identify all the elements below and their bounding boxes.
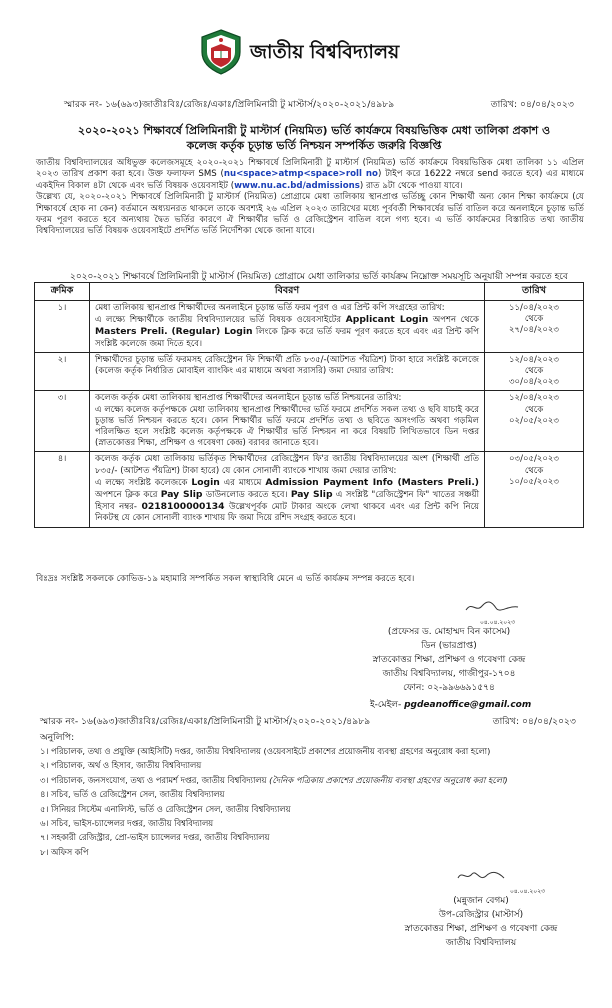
signatory-address: জাতীয় বিশ্ববিদ্যালয়, গাজীপুর-১৭০৪ [382,669,516,679]
text-part: অপশন থেকে [428,315,479,326]
list-item [40,845,588,859]
bold-term: Masters Preli. (Regular) Login [95,326,253,338]
row-date [485,391,584,452]
signatory-email[interactable]: pgdeanoffice@gmail.com [404,700,532,710]
cc-note: (দৈনিক পত্রিকায় প্রকাশের প্রয়োজনীয় ব্যবস্থা গ্রহণের অনুরোধ করা হলো) [269,774,508,785]
table-row [35,352,584,391]
admissions-url[interactable]: www.nu.ac.bd/admissions [234,180,360,191]
memo-number: স্মারক নং- ১৬(৬৯৩)জাতীঃবিঃ/রেজিঃ/একাঃ/প্রিলিমিনারী টু মাস্টার্স/২০২০-২০২১/৪৯৮৯ [40,716,371,727]
text-part: এর মাধ্যমে [219,477,266,488]
col-date: তারিখ [485,283,584,301]
signatory-office: স্নাতকোত্তর শিক্ষা, প্রশিক্ষণ ও গবেষণা কেন্দ্র [372,655,526,665]
list-item [40,773,588,787]
date-to: ২৭/০৪/২০২৩ [509,325,559,336]
row-serial: ৩। [35,391,90,452]
notice-title [44,123,584,153]
date-from: ১২/০৪/২০২৩ [509,393,559,404]
schedule-heading: ২০২০-২০২১ শিক্ষাবর্ষে প্রিলিমিনারী টু মাস্টার্স (নিয়মিত) প্রোগ্রামে মেধা তালিকার ভর্তি কার্যক্রম নিম্নোক্ত সময়সূচি অনুযায়ী সম্পন্ন করতে হবে [70,272,568,282]
text-part: লিংকে ক্লিক করে ভর্তি ফরম পূরণ করতে হবে এবং এর প্রিন্ট কপি সংশ্লিষ্ট কলেজে জমা দিতে হবে। [95,327,479,349]
signatory-block [334,625,564,695]
row-description-heading: মেধা তালিকায় স্থানপ্রাপ্ত শিক্ষার্থীদের অনলাইনে চূড়ান্ত ভর্তি ফরম পূরণ ও এর প্রিন্ট কপি সংগ্রহের তারিখ: [95,303,445,313]
date-to: ৩০/০৪/২০২৩ [509,377,559,388]
date-from: ১১/০৪/২০২৩ [509,303,559,313]
text-part: এ লক্ষ্যে শিক্ষার্থীকে জাতীয় বিশ্ববিদ্যালয়ের ভর্তি বিষয়ক ওয়েবসাইটের [95,315,346,326]
signatory-office: স্নাতকোত্তর শিক্ষা, প্রশিক্ষণ ও গবেষণা কেন্দ্র [404,924,558,934]
bold-term: Applicant Login [345,314,429,326]
intro-text-c: ) রাত ৯টা থেকে পাওয়া যাবে। [359,180,463,191]
row-description-body: এ লক্ষ্যে কলেজ কর্তৃপক্ষকে মেধা তালিকায় স্থানপ্রাপ্ত শিক্ষার্থীদের ভর্তি ফরমে প্রদর্শিত সকল তথ্য ও ছবি যাচাই করে চূড়ান্ত ভর্তি নিশ্চয়ন করতে হবে। কোন শিক্ষার্থীর ভর্তি ফরমে প্রদর্শিত তথ্য ও ছবিতে অসংগতি অথবা গড়মিল পরিলক্ষিত হলে সংশ্লিষ্ট কলেজ কর্তৃপক্ষকে ঐ শিক্ষার্থীর ভর্তি নিশ্চয়ন না করে বিষয়টি লিখিতভাবে ডিন দপ্তর (স্নাতকোত্তর শিক্ষা, প্রশিক্ষণ ও গবেষণা কেন্দ্র) বরাবর জানাতে হবে। [95,404,479,449]
intro-paragraph-1 [36,158,584,192]
intro-text-a: জাতীয় বিশ্ববিদ্যালয়ের অধিভুক্ত কলেজসমূহে ২০২০-২০২১ শিক্ষাবর্ষে প্রিলিমিনারী টু মাস্টার্স (নিয়মিত) ভর্তি কার্যক্রমে বিষয়ভিত্তিক মেধা তালিকা ১১ এপ্রিল ২০২৩ তারিখ প্রকাশ করা হবে। উক্ত ফলাফল SMS ( [36,158,584,180]
date-separator: থেকে [524,404,544,415]
row-serial: ২। [35,352,90,391]
bold-term: Admission Payment Info (Masters Preli.) [265,476,480,488]
cc-text: ৮। অফিস কপি [40,846,89,857]
row-description [90,301,485,353]
signature-date: ০৪.০৪.২০২৩ [510,888,546,895]
cc-text: ১। পরিচালক, তথ্য ও প্রযুক্তি (আইসিটি) দপ্তর, জাতীয় বিশ্ববিদ্যালয় (ওয়েবসাইটে প্রকাশের প্রয়োজনীয় ব্যবস্থা গ্রহণের অনুরোধ করা হলো) [40,746,491,756]
cc-text: ৭। সহকারী রেজিস্ট্রার, প্রো-ভাইস চ্যান্সেলর দপ্তর, জাতীয় বিশ্ববিদ্যালয় [40,832,270,843]
list-item [40,758,588,772]
cc-text: ৩। পরিচালক, জনসংযোগ, তথ্য ও পরামর্শ দপ্তর, জাতীয় বিশ্ববিদ্যালয় [40,774,270,785]
covid-note: বিঃদ্রঃ সংশ্লিষ্ট সকলকে কোভিড-১৯ মহামারি সম্পর্কিত সকল স্বাস্থ্যবিধি মেনে এ ভর্তি কার্যক্রম সম্পন্ন করতে হবে। [36,574,415,584]
text-part: ডাউনলোড করতে হবে। [202,490,291,501]
signatory-designation: উপ-রেজিস্ট্রার (মাস্টার্স) [438,910,524,920]
list-item [40,802,588,816]
bold-term: Login [191,476,220,488]
row-description: শিক্ষার্থীদের চূড়ান্ত ভর্তি ফরমসহ রেজিস্ট্রেশন ফি শিক্ষার্থী প্রতি ৮৩৫/-(আটশত পঁয়ত্রিশ) টাকা হারে সংশ্লিষ্ট কলেজে (কলেজ কর্তৃক নির্ধারিত মোবাইল ব্যাংকিং এর মাধ্যমে অথবা সরাসরি) জমা দেয়ার তারিখ: [90,352,485,391]
intro-text [36,158,584,238]
row-description [90,391,485,452]
email-label: ই-মেইল- [370,700,405,710]
intro-text-b: ) টাইপ করে 16222 নম্বরে send করতে হবে) এর মাধ্যমে একইদিন বিকাল ৪টা থেকে এবং ভর্তি বিষয়ক ওয়েবসাইট ( [36,169,584,191]
date-separator: থেকে [524,314,544,325]
university-name: জাতীয় বিশ্ববিদ্যালয় [250,41,400,63]
list-item [40,830,588,844]
cc-text: ৬। সচিব, ভাইস-চ্যান্সেলর দপ্তর, জাতীয় বিশ্ববিদ্যালয় [40,818,214,829]
signature-icon [462,597,522,617]
signatory-university: জাতীয় বিশ্ববিদ্যালয় [445,938,517,948]
date-separator: থেকে [524,366,544,377]
col-description: বিবরণ [90,283,485,301]
notice-title-line1: ২০২০-২০২১ শিক্ষাবর্ষে প্রিলিমিনারী টু মাস্টার্স (নিয়মিত) ভর্তি কার্যক্রমে বিষয়ভিত্তিক মেধা তালিকা প্রকাশ ও [77,124,551,137]
signatory-block-2 [386,894,576,950]
row-description-heading: কলেজ কর্তৃক মেধা তালিকায় স্থানপ্রাপ্ত শিক্ষার্থীদের অনলাইনে চূড়ান্ত ভর্তি নিশ্চয়নের তারিখ: [95,393,402,404]
cc-label: অনুলিপি: [40,733,75,743]
table-row [35,301,584,353]
list-item [40,816,588,830]
memo-line-2 [40,714,576,729]
col-serial: ক্রমিক [35,283,90,301]
list-item [40,787,588,801]
memo-date: তারিখ: ০৪/০৪/২০২৩ [492,716,576,727]
signatory-name: (মন্নুজান বেগম) [453,896,509,906]
row-description-body [95,477,479,525]
signatory-phone: ফোন: ০২-৯৯৬৬৯১৫৭৪ [403,683,495,693]
row-date [485,301,584,353]
cc-text: ৪। সচিব, ভর্তি ও রেজিস্ট্রেশন সেল, জাতীয় বিশ্ববিদ্যালয় [40,789,225,800]
signature-date: ০৪.০৪.২০২৩ [480,619,516,626]
text-part: অপশনে ক্লিক করে [95,490,161,501]
cc-text: ২। পরিচালক, অর্থ ও হিসাব, জাতীয় বিশ্ববিদ্যালয় [40,760,202,771]
signatory-email-line [370,697,531,712]
date-to: ০২/০৫/২০২৩ [509,415,559,426]
text-part: উল্লেখপূর্বক মোট টাকার অংকে লেখা থাকবে এবং এর প্রিন্ট কপি নিয়ে নিকটস্থ যে কোন সোনালী ব্যাংক শাখায় ফি জমা দিয়ে রশিদ সংগ্রহ করতে হবে। [95,502,479,524]
text-part: এ লক্ষ্যে সংশ্লিষ্ট কলেজকে [95,477,192,488]
date-separator: থেকে [524,465,544,476]
date-from: ১২/০৪/২০২৩ [509,354,559,365]
row-description [90,452,485,527]
row-serial: ৪। [35,452,90,527]
university-seal-icon [198,28,244,76]
text-part: এ সংশ্লিষ্ট "রেজিস্ট্রেশন ফি" খাতের সঞ্চয়ী হিসাব নম্বর- [95,490,479,513]
cc-text: ৫। সিনিয়র সিস্টেম এনালিস্ট, ভর্তি ও রেজিস্ট্রেশন সেল, জাতীয় বিশ্ববিদ্যালয় [40,803,291,814]
intro-paragraph-2: উল্লেখ্য যে, ২০২০-২০২১ শিক্ষাবর্ষে প্রিলিমিনারী টু মাস্টার্স (নিয়মিত) প্রোগ্রামে মেধা তালিকায় স্থানপ্রাপ্ত ভর্তিচ্ছু কোন শিক্ষার্থী অন্য কোন শিক্ষা কার্যক্রমে (যে শিক্ষাবর্ষে হোক না কেন) বর্তমানে অধ্যয়নরত থাকলে তাকে অবশ্যই ২৬ এপ্রিল ২০২৩ তারিখের মধ্যে পূর্ববর্তী শিক্ষাবর্ষের ভর্তি বাতিল করে অনলাইনে চূড়ান্ত ভর্তি ফরম পূরণ করতে হবে অন্যথায় দ্বৈত ভর্তির কারণে ঐ শিক্ষার্থীর ভর্তি ও রেজিস্ট্রেশন বাতিল বলে গণ্য হবে। এ ভর্তি কার্যক্রমের বিস্তারিত তথ্য জাতীয় বিশ্ববিদ্যালয়ের ভর্তি বিষয়ক ওয়েবসাইটে প্রদর্শিত ভর্তি নির্দেশিকা থেকে জানা যাবে। [36,192,584,237]
list-item [40,744,588,758]
notice-title-line2: কলেজ কর্তৃক চূড়ান্ত ভর্তি নিশ্চয়ন সম্পর্কিত জরুরি বিজ্ঞপ্তি [186,139,442,152]
bold-term: Pay Slip [160,489,203,501]
row-description-heading: কলেজ কর্তৃক মেধা তালিকায় ভর্তিকৃত শিক্ষার্থীদের রেজিস্ট্রেশন ফি'র জাতীয় বিশ্ববিদ্যালয়ের অংশ (শিক্ষার্থী প্রতি ৮৩৫/- (আটশত পঁয়ত্রিশ) টাকা হারে) যে কোন সোনালী ব্যাংকে শাখায় জমা দেয়ার তারিখ: [95,454,479,476]
date-to: ১০/০৫/২০২৩ [509,476,559,487]
cc-list [40,744,588,859]
signature-icon [454,866,508,886]
schedule-table [34,282,584,528]
table-row [35,452,584,527]
sms-code: nu<space>atmp<space>roll no [223,169,378,180]
memo-date: তারিখ: ০৪/০৪/২০২৩ [490,99,574,110]
row-date [485,452,584,527]
memo-line [64,97,574,112]
signatory-name: (প্রফেসর ড. মোহাম্মদ বিন কাসেম) [387,627,511,637]
schedule-header-row [35,283,584,301]
row-description-body [95,314,479,350]
account-number: 0218100000134 [141,501,225,513]
row-date [485,352,584,391]
signatory-designation: ডিন (ভারপ্রাপ্ত) [421,641,477,651]
bold-term: Pay Slip [290,489,333,501]
row-serial: ১। [35,301,90,353]
date-from: ০৩/০৫/২০২৩ [509,454,559,465]
table-row [35,391,584,452]
memo-number: স্মারক নং- ১৬(৬৯৩)জাতীঃবিঃ/রেজিঃ/একাঃ/প্রিলিমিনারী টু মাস্টার্স/২০২০-২০২১/৪৯৮৯ [64,99,395,110]
